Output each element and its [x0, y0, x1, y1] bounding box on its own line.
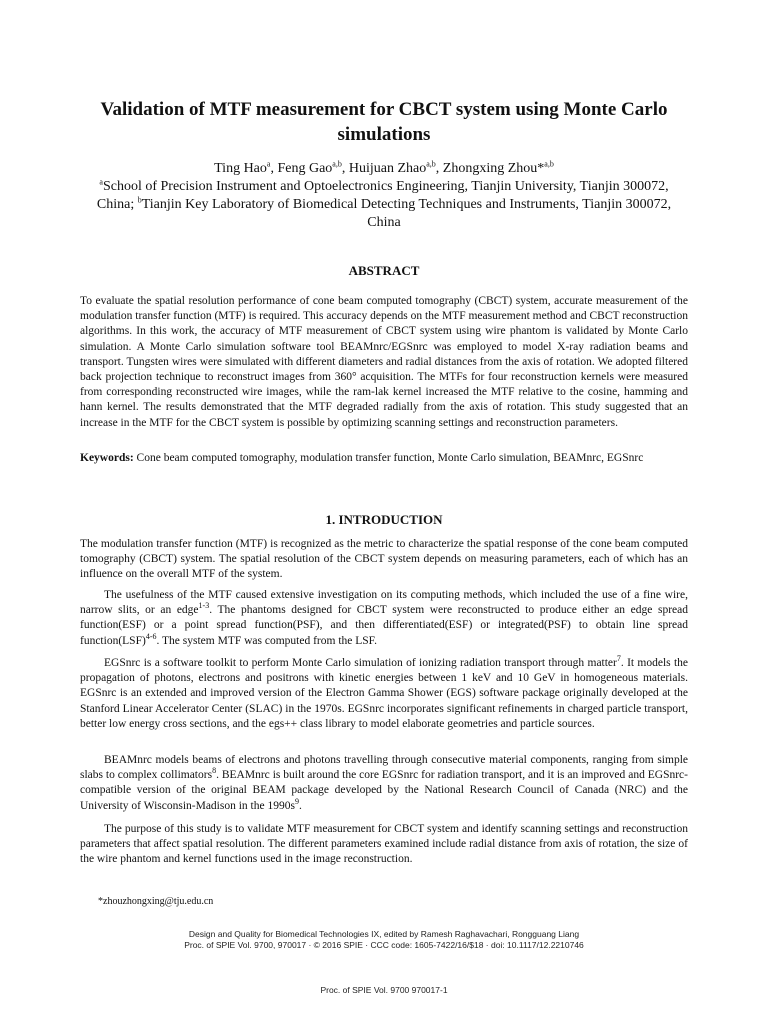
citation: 8	[212, 766, 217, 776]
affil-sup-b: b	[137, 195, 142, 205]
corresponding-author-email: *zhouzhongxing@tju.edu.cn	[98, 896, 214, 907]
section-heading-introduction: 1. INTRODUCTION	[325, 512, 443, 527]
author-name: Huijuan Zhao	[348, 161, 427, 176]
abstract-heading: ABSTRACT	[348, 263, 420, 278]
intro-paragraph-5: The purpose of this study is to validate MTF measurement for CBCT system and identify scanning settings and reconstruction parameters that affect spatial resolution. The different parameters examined include radial distance from axis of rotation, the size of the wire phantom and kernel functions used in the image reconstruction.	[80, 823, 688, 866]
author-name: Feng Gao	[277, 161, 333, 176]
affil-sup-a: a	[99, 177, 103, 187]
author-name: Ting Hao	[214, 161, 267, 176]
author-affil-sup: a,b	[426, 159, 436, 169]
affiliation-b: Tianjin Key Laboratory of Biomedical Detecting Techniques and Instruments, Tianjin 300072, China	[141, 197, 672, 230]
author-affil-sup: a,b	[332, 159, 342, 169]
author-name: Zhongxing Zhou*	[442, 161, 545, 176]
keywords-text: Cone beam computed tomography, modulation transfer function, Monte Carlo simulation, BEAMnrc, EGSnrc	[133, 452, 644, 464]
intro-paragraph-2: The usefulness of the MTF caused extensive investigation on its computing methods, which included the use of a fine wire, narrow slits, or an edge$^{1-3}$. The phantoms designed for CBCT system were reconstructed to produce either an edge spread function(ESF) or a point spread function(PSF), and then differentiated(ESF) or integrated(PSF) to obtain line spread function(LSF)$^{4-6}$. The system MTF was computed from the LSF.	[80, 589, 688, 647]
affiliations	[80, 178, 688, 232]
abstract-text: To evaluate the spatial resolution performance of cone beam computed tomography (CBCT) system, accurate measurement of the modulation transfer function (MTF) is required. This accuracy depends on the MTF measurement method and CBCT reconstruction algorithms. In this work, the accuracy of MTF measurement of CBCT system using wire phantom is validated by Monte Carlo simulation. A Monte Carlo simulation software tool BEAMnrc/EGSnrc was employed to model X-ray radiation beams and transport. Tungsten wires were simulated with different diameters and radial distances from the axis of rotation. We adopted filtered back projection technique to reconstruct images from 360° acquisition. The MTFs for four reconstruction kernels were measured from corresponding reconstructed wire images, while the ram-lak kernel increased the MTF relative to the cosine, hamming and hann kernel. The results demonstrated that the MTF degraded radially from the axis of rotation. This study suggested that an increase in the MTF for the CBCT system is possible by optimizing scanning settings and reconstruction parameters.	[80, 295, 688, 429]
author-list: Ting Hao$^a$, Feng Gao$^{a,b}$, Huijuan Zhao$^{a,b}$, Zhongxing Zhou*$^{a,b}$	[214, 159, 554, 176]
citation: 9	[294, 796, 299, 806]
publication-info-line-1: Design and Quality for Biomedical Technologies IX, edited by Ramesh Raghavachari, Rongguang Liang	[188, 929, 580, 939]
publication-info-line-2: Proc. of SPIE Vol. 9700, 970017 · © 2016 SPIE · CCC code: 1605-7422/16/$18 · doi: 10.1117/12.2210746	[184, 940, 584, 950]
intro-paragraph-3: EGSnrc is a software toolkit to perform Monte Carlo simulation of ionizing radiation transport through matter$^7$. It models the propagation of photons, electrons and positrons with kinetic energies between 1 keV and 10 GeV in homogeneous materials. EGSnrc is an extended and improved version of the Electron Gamma Shower (EGS) software package originally developed at the Stanford Linear Accelerator Center (SLAC) in the 1970s. EGSnrc incorporates significant refinements in charged particle transport, better low energy cross sections, and the egs++ class library to model elaborate geometries and particle sources.	[80, 654, 688, 730]
keywords	[80, 451, 688, 466]
publication-info	[80, 929, 688, 951]
keywords-label: Keywords:	[80, 452, 134, 464]
intro-paragraph-1: The modulation transfer function (MTF) is recognized as the metric to characterize the spatial response of the cone beam computed tomography (CBCT) system. The spatial resolution of the CBCT system depends on measuring parameters, each of which has an influence on the overall MTF of the system.	[80, 538, 688, 581]
author-affil-sup: a,b	[544, 159, 554, 169]
affiliation-a: School of Precision Instrument and Optoelectronics Engineering, Tianjin University, Tianjin 300072, China;	[96, 179, 669, 212]
citation: 7	[616, 654, 621, 664]
author-affil-sup: a	[266, 159, 271, 169]
intro-paragraph-4: BEAMnrc models beams of electrons and photons travelling through consecutive material components, ranging from simple slabs to complex collimators$^8$. BEAMnrc is built around the core EGSnrc for radiation transport, and it is an improved and EGSnrc-compatible version of the original BEAM package developed by the National Research Council of Canada (NRC) and the University of Wisconsin-Madison in the $1990s^9$.	[80, 754, 688, 812]
page-footer: Proc. of SPIE Vol. 9700 970017-1	[320, 985, 448, 995]
paper-title: Validation of MTF measurement for CBCT system using Monte Carlo simulations	[100, 99, 668, 145]
citation: 1-3	[198, 601, 210, 611]
citation: 4-6	[145, 631, 157, 641]
